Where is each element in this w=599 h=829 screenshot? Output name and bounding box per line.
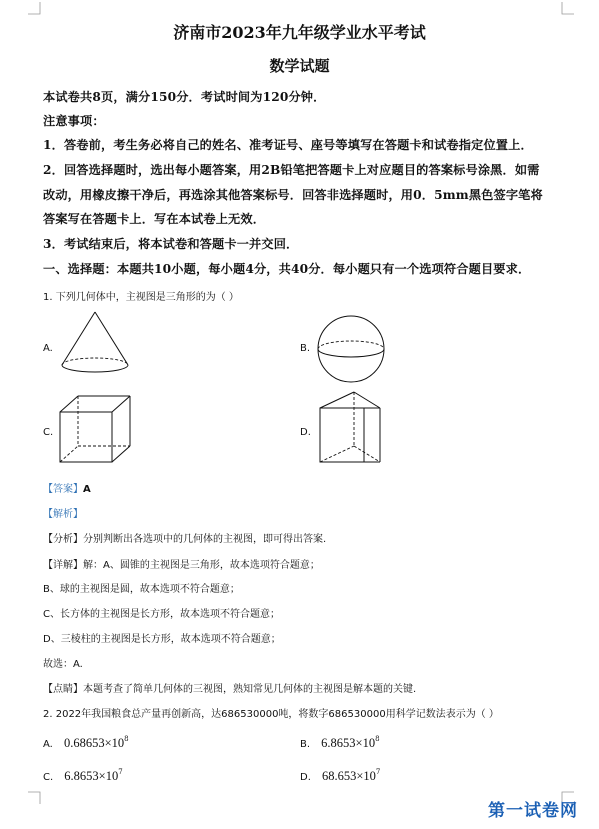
q2-stem: 2. 2022年我国粮食总产量再创新高，达686530000吨，将数字686530000用科学记数法表示为（ ） [43, 709, 499, 720]
q1-line-d: D、三棱柱的主视图是长方形，故本选项不符合题意； [43, 634, 281, 645]
q2-option-d-label: D. [300, 772, 311, 783]
q1-option-a-label: A. [43, 343, 53, 354]
answer-tag: 【答案】 [43, 484, 83, 495]
q2-option-b [300, 732, 380, 751]
dianjing-text: 本题考查了简单几何体的三视图，熟知常见几何体的主视图是解本题的关键. [83, 684, 417, 695]
crop-mark-top-right [560, 2, 574, 16]
answer-value: A [83, 484, 91, 495]
triangular-prism-figure [318, 390, 384, 466]
fenxi-tag: 【分析】 [43, 534, 83, 545]
q2-option-a-label: A. [43, 739, 53, 750]
q2-option-c-label: C. [43, 772, 54, 783]
q1-line-b: B、球的主视图是圆，故本选项不符合题意； [43, 584, 240, 595]
q2-option-b-exponent: 8 [375, 735, 380, 743]
exam-title: 济南市2023年九年级学业水平考试 [173, 23, 426, 42]
q2-option-d-base: 68.653×10 [321, 769, 376, 783]
notice-item-1: 1．答卷前，考生务必将自己的姓名、准考证号、座号等填写在答题卡和试卷指定位置上． [43, 138, 533, 152]
q2-option-a [43, 732, 129, 751]
cuboid-figure [58, 394, 132, 466]
crop-mark-bottom-left [28, 790, 42, 804]
q1-line-c: C、长方体的主视图是长方形，故本选项不符合题意； [43, 609, 280, 620]
crop-mark-top-left [28, 2, 42, 16]
exam-subject: 数学试题 [269, 57, 330, 75]
fenxi-text: 分别判断出各选项中的几何体的主视图，即可得出答案. [83, 534, 327, 545]
site-watermark: 第一试卷网 [488, 801, 578, 821]
q1-option-b-label: B. [300, 343, 311, 354]
notice-item-2-line-3: 答案写在答题卡上．写在本试卷上无效． [43, 212, 266, 226]
q1-xiangjie [43, 556, 320, 571]
q2-option-d [300, 765, 380, 784]
q1-fenxi [43, 530, 326, 545]
q2-option-c-exponent: 7 [118, 768, 123, 776]
q2-option-b-base: 6.8653×10 [321, 736, 376, 750]
q2-option-b-label: B. [300, 739, 311, 750]
q1-dianjing [43, 680, 416, 695]
section-heading-choice: 一、选择题：本题共10小题，每小题4分，共40分．每小题只有一个选项符合题目要求． [43, 262, 531, 276]
notice-item-2-line-2: 改动，用橡皮擦干净后，再选涂其他答案标号．回答非选择题时，用0．5mm黑色签字笔将 [43, 188, 543, 202]
q2-option-c-base: 6.8653×10 [64, 769, 119, 783]
analysis-tag: 【解析】 [43, 509, 83, 520]
notice-item-2-line-1: 2．回答选择题时，选出每小题答案，用2B铅笔把答题卡上对应题目的答案标号涂黑．如需 [43, 163, 540, 177]
q1-option-c-label: C. [43, 427, 54, 438]
notice-heading: 注意事项： [43, 114, 105, 128]
notice-item-3: 3．考试结束后，将本试卷和答题卡一并交回． [43, 237, 299, 251]
q2-option-a-base: 0.68653×10 [63, 736, 125, 750]
q1-option-d-label: D. [300, 427, 311, 438]
xiangjie-text: 解：A、圆锥的主视图是三角形，故本选项符合题意； [83, 560, 320, 571]
q2-option-d-exponent: 7 [375, 768, 381, 776]
xiangjie-tag: 【详解】 [43, 560, 83, 571]
exam-info: 本试卷共8页，满分150分．考试时间为120分钟． [43, 90, 326, 104]
cone-figure [60, 308, 130, 376]
q1-conclusion: 故选：A. [43, 659, 83, 670]
q2-option-a-exponent: 8 [124, 735, 129, 743]
q2-option-c [43, 765, 123, 784]
dianjing-tag: 【点睛】 [43, 684, 83, 695]
q1-stem: 1. 下列几何体中，主视图是三角形的为（ ） [43, 292, 239, 303]
sphere-figure [315, 313, 387, 385]
q1-answer [43, 480, 91, 495]
